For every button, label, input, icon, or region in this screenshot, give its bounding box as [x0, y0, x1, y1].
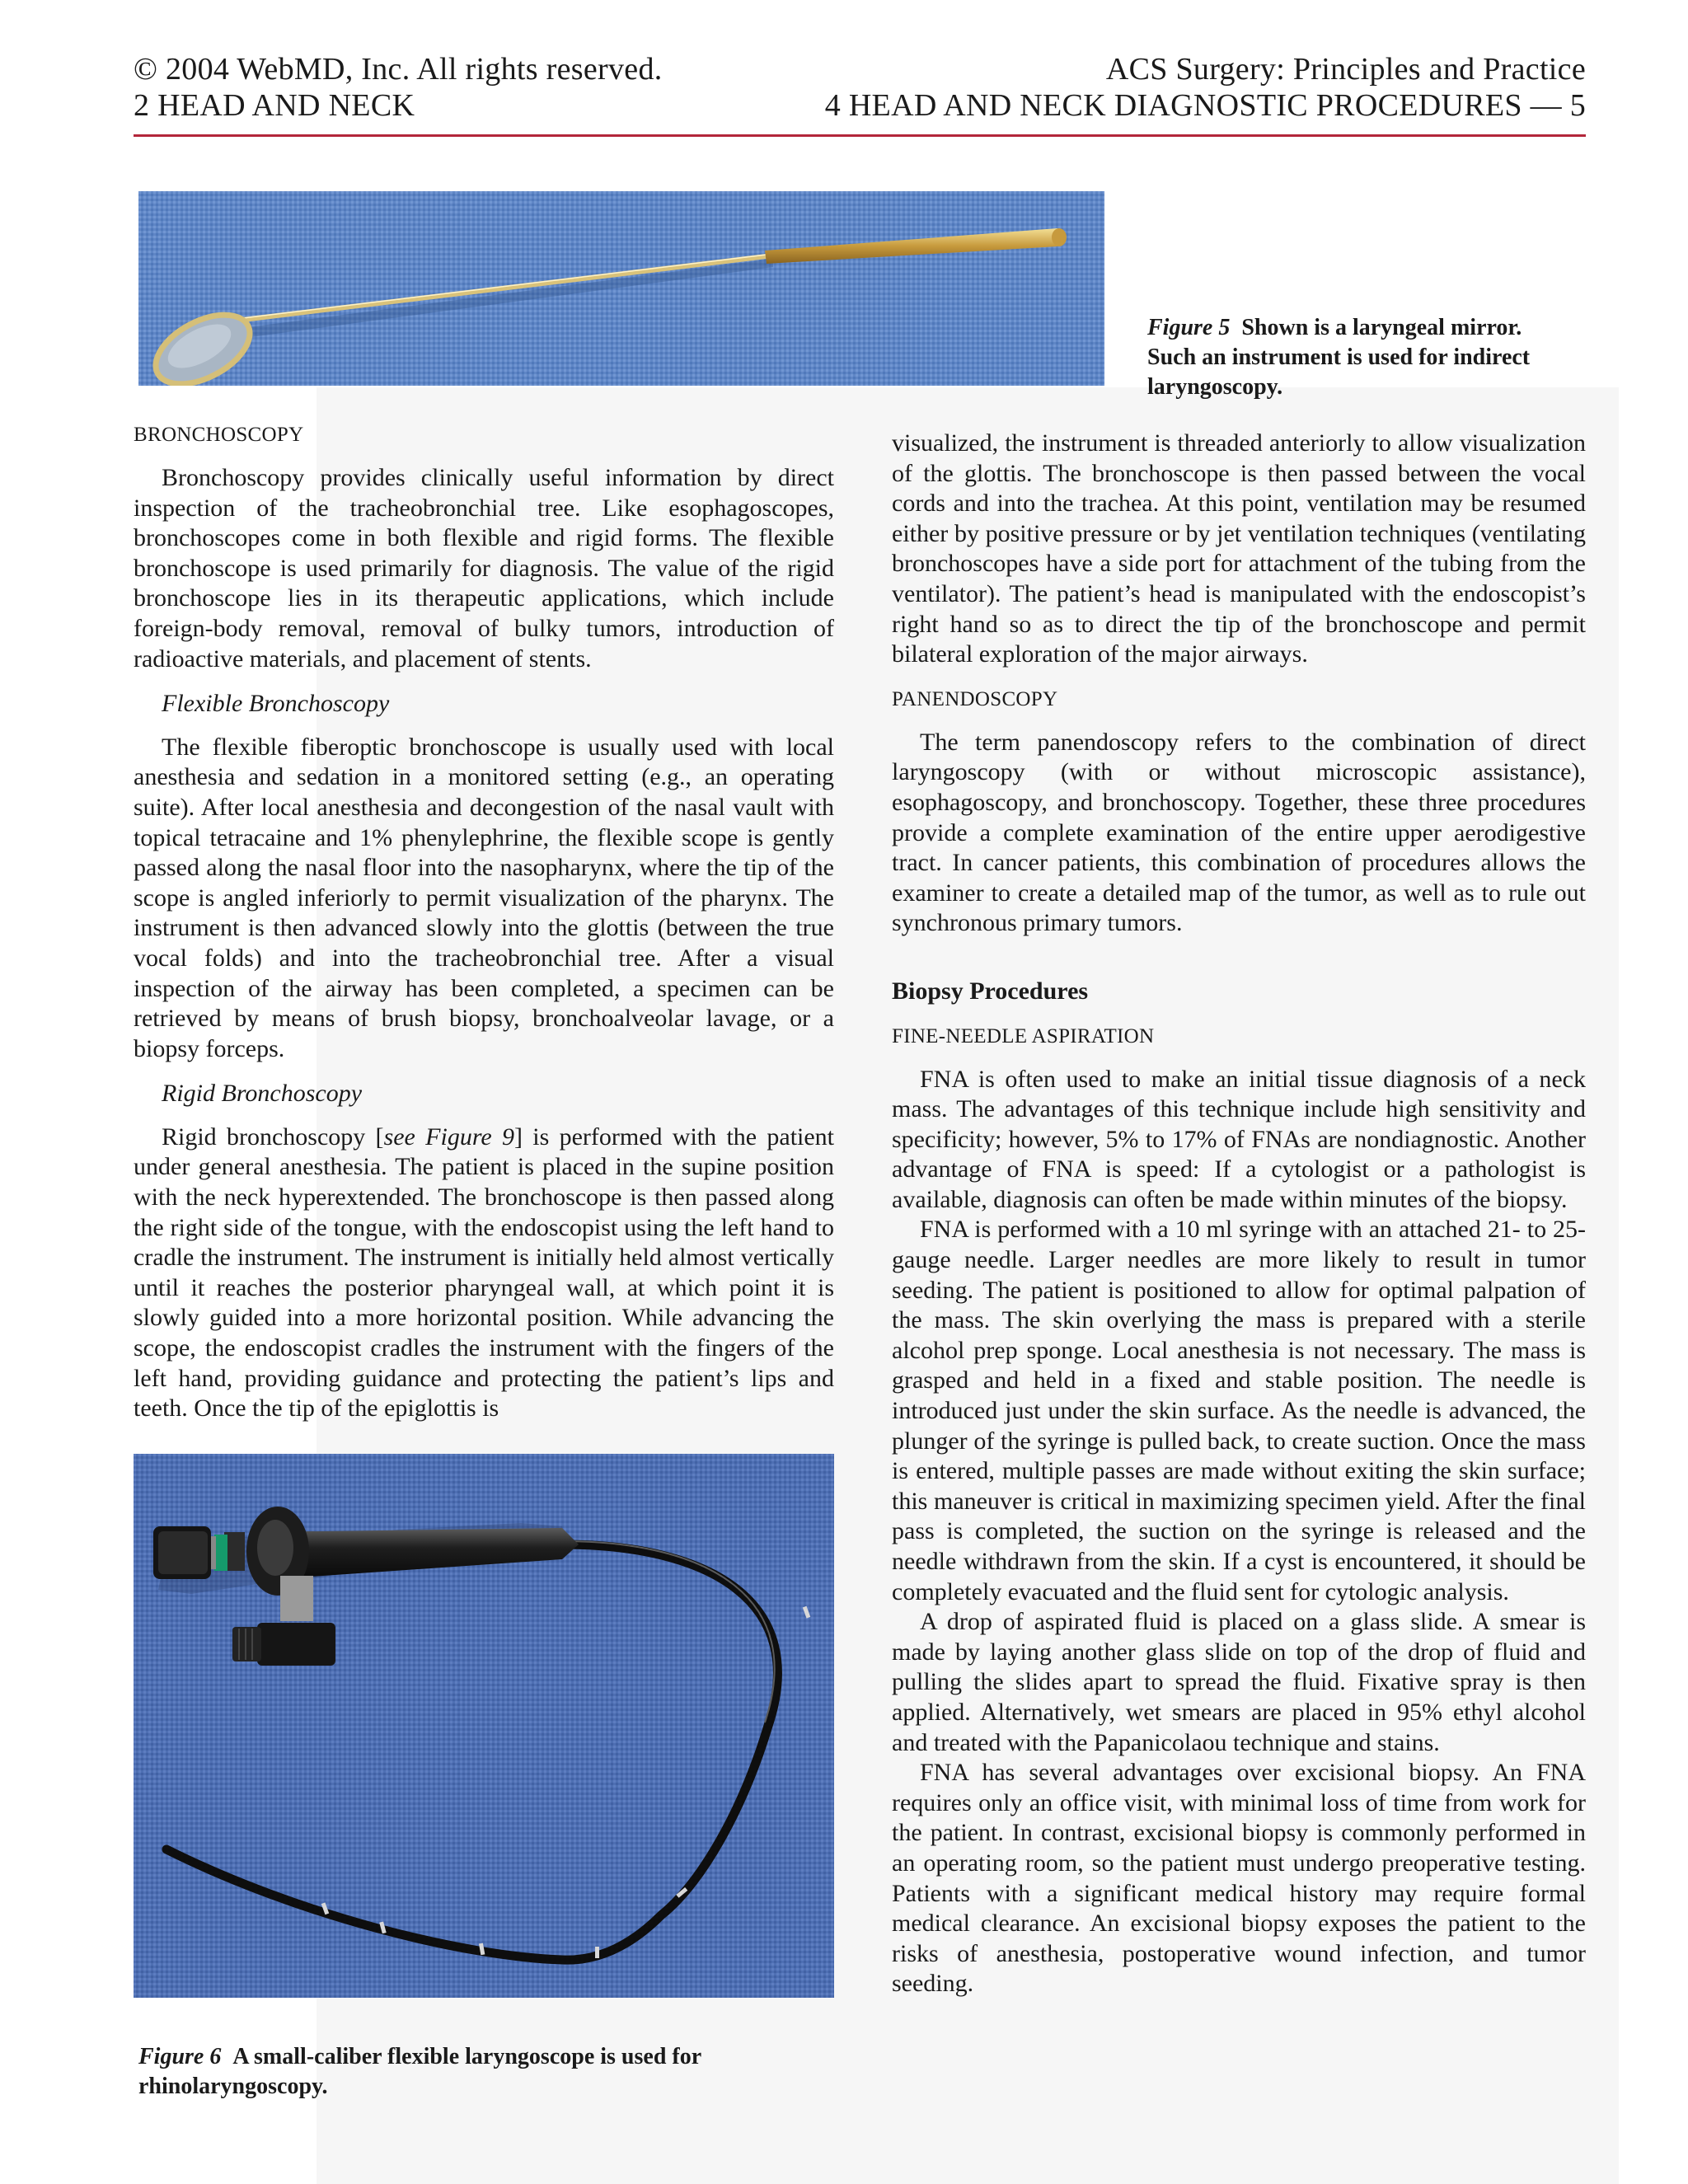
- figure-6-caption: [138, 2042, 831, 2102]
- paragraph-flexible-bronchoscopy: The flexible fiberoptic bronchoscope is usually used with local anesthesia and sedation in a monitored setting (e.g., an operating suite). After local anesthesia and decongestion of the nasal vault with topical tetracaine and 1% phenylephrine, the flexible scope is gently passed along the nasal floor into the nasopharynx, where the tip of the scope is angled inferiorly to permit visualization of the pharynx. The instrument is then advanced slowly into the glottis (between the true vocal folds) and into the tracheobronchial tree. After a visual inspection of the airway has been completed, a specimen can be retrieved by means of brush biopsy, bronchoalveolar lavage, or a biopsy forceps.: [134, 733, 834, 1062]
- paragraph-fna-technique: FNA is performed with a 10 ml syringe with an attached 21- to 25-gauge needle. Larger needles are more likely to result in tumor seeding. The patient is positioned to allow for optimal palpation of the mass. The skin overlying the mass is prepared with a sterile alcohol prep sponge. Local anesthesia is not necessary. The mass is grasped and held in a fixed and stable position. The needle is introduced just under the skin surface. As the needle is advanced, the plunger of the syringe is pulled back, to create suction. Once the mass is entered, multiple passes are made without exiting the skin surface; this maneuver is critical in maximizing specimen yield. After the final pass is completed, the suction on the syringe is released and the needle withdrawn from the skin. If a cyst is encountered, it should be completely evacuated and the fluid sent for cytologic analysis.: [892, 1216, 1586, 1605]
- paragraph-fna-overview: FNA is often used to make an initial tissue diagnosis of a neck mass. The advantages of this technique include high sensitivity and specificity; however, 5% to 17% of FNAs are nondiagnostic. Another advantage of FNA is speed: If a cytologist or a pathologist is available, diagnosis can often be made within minutes of the biopsy.: [892, 1065, 1586, 1213]
- figure-5-caption: [1147, 313, 1576, 402]
- paragraph-rigid-continued: visualized, the instrument is threaded anteriorly to allow visualization of the glottis. The bronchoscope is then passed between the vocal cords and into the trachea. At this point, ventilation may be resumed either by positive pressure or by jet ventilation techniques (ventilating bronchoscopes have a side port for attachment of the tubing from the ventilator). The patient’s head is manipulated with the endoscopist’s right hand so as to direct the tip of the bronchoscope and permit bilateral exploration of the major airways.: [892, 429, 1586, 668]
- paragraph-fna-smear: A drop of aspirated fluid is placed on a glass slide. A smear is made by laying another glass slide on top of the drop of fluid and pulling the slides apart to spread the fluid. Fixative spray is then applied. Alternatively, wet smears are placed in 95% ethyl alcohol and treated with the Papanicolaou technique and stains.: [892, 1608, 1586, 1756]
- paragraph-fna-advantages: FNA has several advantages over excisional biopsy. An FNA requires only an office visit, with minimal loss of time from work for the patient. In contrast, excisional biopsy is commonly performed in an operating room, so the patient must undergo preoperative testing. Patients with a significant medical history may require formal medical clearance. An excisional biopsy exposes the patient to the risks of anesthesia, postoperative wound infection, and tumor seeding.: [892, 1759, 1586, 1998]
- header-section: 2 HEAD AND NECK: [134, 88, 415, 123]
- left-column: [134, 420, 834, 1424]
- paragraph-panendoscopy: The term panendoscopy refers to the combination of direct laryngoscopy (with or without microscopic assistance), esophagoscopy, and bronchoscopy. Together, these three procedures provide a complete examination of the entire upper aerodigestive tract. In cancer patients, this combination of procedures allows the examiner to create a detailed map of the tumor, as well as to rule out synchronous primary tumors.: [892, 728, 1586, 937]
- rigid-text-start: Rigid bronchoscopy [: [162, 1122, 384, 1151]
- figure-9-reference: see Figure 9: [383, 1122, 514, 1151]
- figure-5-label: Figure 5: [1147, 315, 1231, 340]
- heading-fine-needle-aspiration: FINE-NEEDLE ASPIRATION: [892, 1024, 1155, 1047]
- figure-5-caption-text: Shown is a laryngeal mirror. Such an instrument is used for indirect laryngoscopy.: [1147, 315, 1531, 400]
- heading-rigid-bronchoscopy: Rigid Bronchoscopy: [162, 1080, 363, 1108]
- figure-6-label: Figure 6: [138, 2044, 222, 2069]
- header-chapter: 4 HEAD AND NECK DIAGNOSTIC PROCEDURES — 5: [824, 88, 1586, 123]
- heading-biopsy-procedures: Biopsy Procedures: [892, 977, 1089, 1005]
- header-copyright: © 2004 WebMD, Inc. All rights reserved.: [134, 52, 663, 87]
- header-book-title: ACS Surgery: Principles and Practice: [1105, 52, 1586, 87]
- rigid-text-rest: ] is performed with the patient under general anesthesia. The patient is placed in the supine position with the neck hyperextended. The bronchoscope is then passed along the right side of the tongue, with the endoscopist using the left hand to cradle the instrument. The instrument is initially held almost vertically until it reaches the posterior pharyngeal wall, at which point it is slowly guided into a more horizontal position. While advancing the scope, the endoscopist cradles the instrument with the fingers of the left hand, providing guidance and protecting the patient’s lips and teeth. Once the tip of the epiglottis is: [134, 1122, 835, 1422]
- heading-bronchoscopy: BRONCHOSCOPY: [134, 424, 304, 446]
- figure-6-caption-text: A small-caliber flexible laryngoscope is used for rhinolaryngoscopy.: [138, 2044, 701, 2099]
- right-column: [892, 429, 1586, 1999]
- paragraph-rigid-bronchoscopy: [134, 1122, 834, 1424]
- paragraph-bronchoscopy-intro: Bronchoscopy provides clinically useful information by direct inspection of the tracheobronchial tree. Like esophagoscopes, bronchoscopes come in both flexible and rigid forms. The flexible bronchoscope is used primarily for diagnosis. The value of the rigid bronchoscope lies in its therapeutic applications, which include foreign-body removal, removal of bulky tumors, introduction of radioactive materials, and placement of stents.: [134, 464, 834, 673]
- figure-5-image: [138, 191, 1104, 386]
- header-rule: [134, 134, 1586, 137]
- heading-flexible-bronchoscopy: Flexible Bronchoscopy: [162, 690, 390, 718]
- figure-6-image: [134, 1454, 834, 1998]
- heading-panendoscopy: PANENDOSCOPY: [892, 687, 1058, 710]
